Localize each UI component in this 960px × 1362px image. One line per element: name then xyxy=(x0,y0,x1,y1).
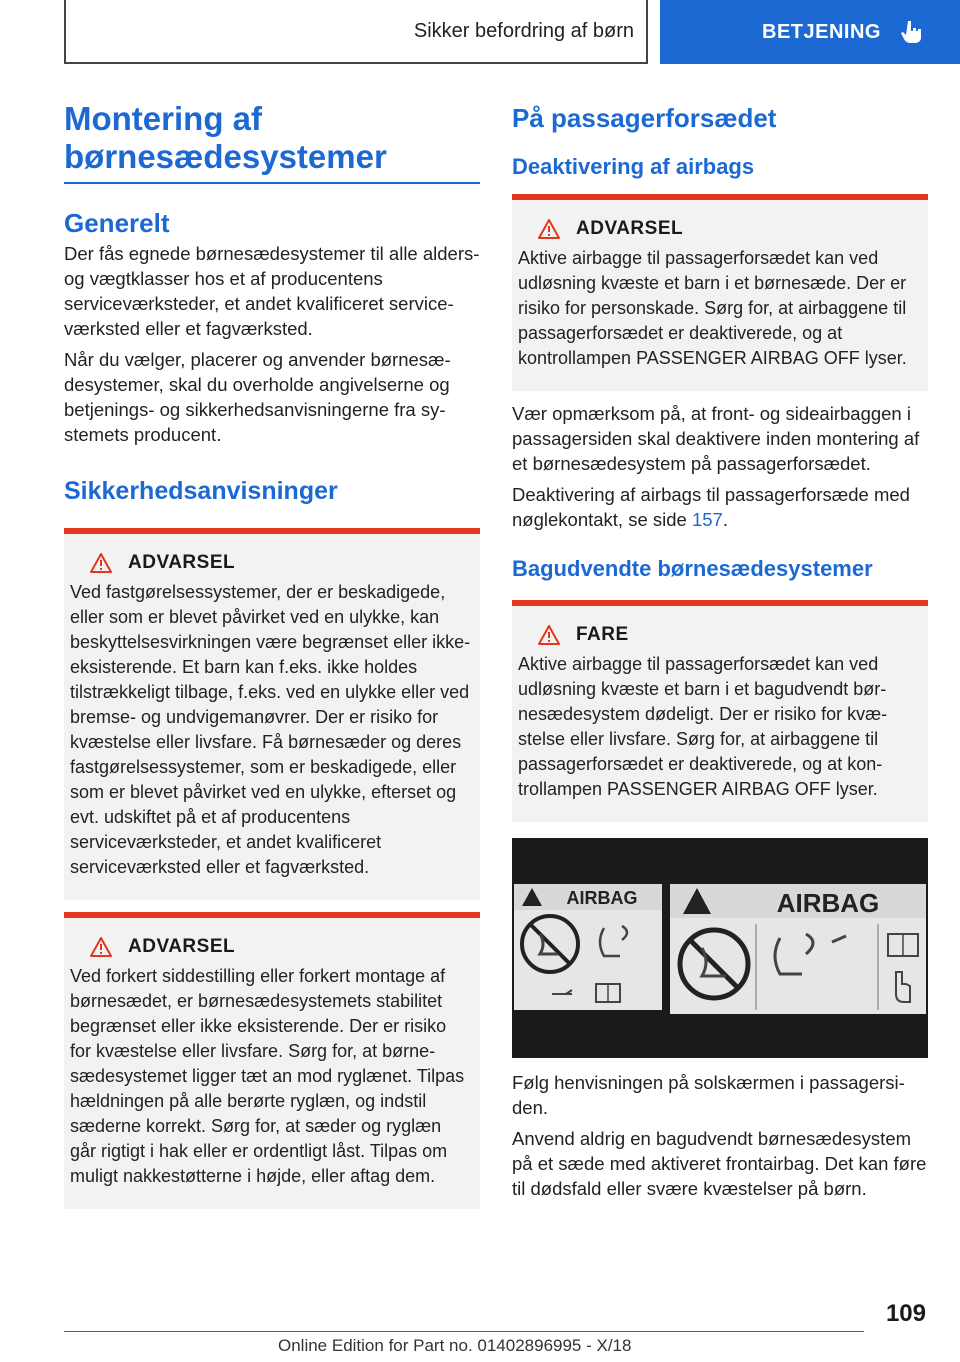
warning-label: ADVARSEL xyxy=(576,218,684,239)
warning-triangle-icon xyxy=(90,937,112,957)
rear-paragraph-2: Anvend aldrig en bagudvendt børnesædesystem på et sæde med aktiveret frontairbag. Det kan føre til dødsfald eller svære kvæstelser på børn. xyxy=(512,1128,927,1199)
page-number: 109 xyxy=(885,1300,926,1327)
left-column xyxy=(64,100,480,1209)
page-title: Montering af børnesædesystemer xyxy=(64,100,480,184)
right-column xyxy=(512,100,928,1201)
danger-box-rear-facing xyxy=(512,600,928,822)
warning-text: Ved fastgørelsessystemer, der er beskadigede, eller som er blevet påvirket ved en ulykke, kan beskyttelsesvirkningen være begrænset eller ikke-eksisterende. Et barn kan f.eks. ikke holdes tilstrækkeligt tilbage, f.eks. ved en ulykke eller ved bremse- og undvigemanøvrer. Der er risiko for kvæstelse eller livsfare. Få børnesæder og deres fastgørelsessystemer, som er beskadigede, eller som er blevet påvirket ved en ulykke, efterset og evt. udskiftet på et af producentens serviceværksteder, et andet kvalificeret serviceværksted eller et fagværksted. xyxy=(70,582,471,877)
deactivate-paragraph-2-end: . xyxy=(722,509,728,530)
warning-label: ADVARSEL xyxy=(128,552,236,573)
warning-text: Ved forkert siddestilling eller forkert montage af børnesædet, er børnesædesystemets stabilitet begrænset eller ikke eksisterende. Der er risiko for kvæstelse eller livsfare. Sørg for, at børnesædesystemet ligger tæt an mod ryglænet. Tilpas hældningen på alle berørte ryglæn, og indstil sæderne korrekt. Sørg for, at sæder og ryglæn går rigtigt i hak eller er ordentligt låst. Tilpas om muligt nakkestøtterne i højde, eller aftag dem. xyxy=(70,966,465,1186)
deactivate-paragraph-2 xyxy=(512,482,928,532)
page-link-157[interactable]: 157 xyxy=(691,509,723,530)
warning-label: ADVARSEL xyxy=(128,936,236,957)
warning-box-seating xyxy=(64,912,480,1209)
header-chapter-label: BETJENING xyxy=(762,20,881,43)
danger-text: Aktive airbagge til passagerforsædet kan ved udløsning kvæste et barn i et bagudvendt børnesædesystem dødeligt. Der er risiko for kvæstelse eller livsfare. Sørg for, at airbaggene til passagerforsædet er deaktiverede, og at kontrollampen PASSENGER AIRBAG OFF lyser. xyxy=(518,654,888,799)
pointing-hand-icon xyxy=(899,19,925,45)
footer-divider xyxy=(64,1331,864,1332)
heading-rear-facing: Bagudvendte børnesædesystemer xyxy=(512,556,873,581)
warning-triangle-icon xyxy=(538,219,560,239)
warning-triangle-icon xyxy=(538,625,560,645)
warning-box-fastening xyxy=(64,528,480,900)
warning-text: Aktive airbagge til passagerforsædet kan ved udløsning kvæste et barn i et børnesæde. Der er risiko for personskade. Sørg for, at airbaggene til passagerforsædet er deaktiverede, og at kontrollampen PASSENGER AIRBAG OFF lyser. xyxy=(518,248,907,368)
warning-box-airbag xyxy=(512,194,928,391)
section-title-passenger-seat: På passagerforsædet xyxy=(512,103,777,133)
heading-deactivate-airbags: Deaktivering af airbags xyxy=(512,154,755,179)
deactivate-paragraph-1: Vær opmærksom på, at front- og sideairbaggen i passagersiden skal deaktivere inden montering af et børnesædesystem på passagerforsædet. xyxy=(512,403,920,474)
small-airbag-text: AIRBAG xyxy=(566,888,638,908)
airbag-warning-label-photo xyxy=(512,838,928,1058)
footer-edition: Online Edition for Part no. 01402896995 - X/18 xyxy=(278,1336,632,1355)
danger-label: FARE xyxy=(576,624,629,645)
header-section-title: Sikker befordring af børn xyxy=(413,19,634,42)
heading-general: Generelt xyxy=(64,208,170,238)
airbag-label-illustration xyxy=(512,838,928,1058)
warning-triangle-icon xyxy=(90,553,112,573)
general-paragraph-1: Der fås egnede børnesædesystemer til alle alders- og vægtklasser hos et af producentens serviceværksteder, et andet kvalificeret serviceværksted eller et fagværksted. xyxy=(64,243,480,339)
large-airbag-text: AIRBAG xyxy=(776,888,880,918)
deactivate-paragraph-2-text: Deaktivering af airbags til passagerforsæde med nøglekontakt, se side xyxy=(512,484,910,530)
rear-paragraph-1: Følg henvisningen på solskærmen i passagersiden. xyxy=(512,1072,905,1118)
heading-safety: Sikkerhedsanvisninger xyxy=(64,477,338,505)
header-section xyxy=(64,0,648,64)
header-chapter[interactable] xyxy=(660,0,960,64)
general-paragraph-2: Når du vælger, placerer og anvender børnesædesystemer, skal du overholde angivelserne og betjenings- og sikkerhedsanvisningerne fra systemets producent. xyxy=(64,349,451,445)
